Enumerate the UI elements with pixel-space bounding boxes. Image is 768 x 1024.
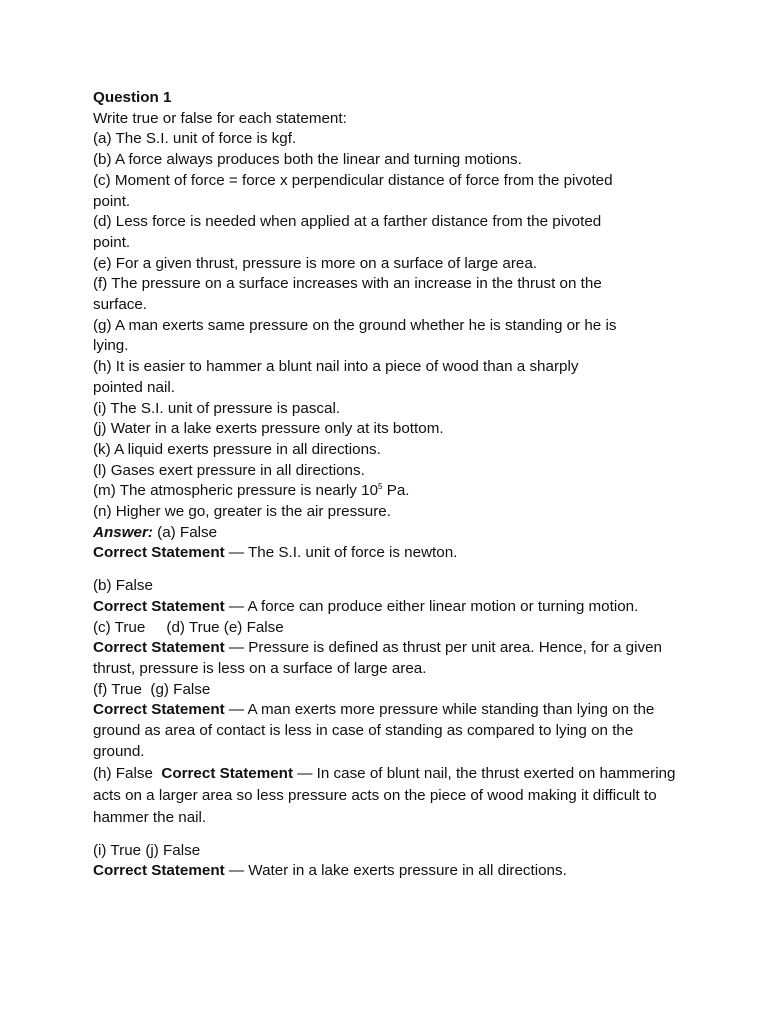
correct-statement-label: Correct Statement: [93, 639, 225, 657]
statement-j: (j) Water in a lake exerts pressure only at its bottom.: [93, 420, 444, 438]
statement-n: (n) Higher we go, greater is the air pressure.: [93, 503, 391, 521]
answer-cde-result: (c) True (d) True (e) False: [93, 618, 284, 636]
answer-a-result: (a) False: [152, 523, 218, 541]
question-heading: Question 1: [93, 89, 172, 106]
answer-h-result: (h) False: [93, 764, 162, 782]
answer-h: [93, 763, 683, 829]
correct-statement-j-text: — Water in a lake exerts pressure in all directions.: [224, 862, 567, 880]
correct-statement-label: Correct Statement: [93, 544, 225, 562]
statement-h-line2: pointed nail.: [93, 378, 175, 396]
statement-a: (a) The S.I. unit of force is kgf.: [93, 130, 297, 148]
statement-m: [93, 481, 683, 502]
document-page: [93, 88, 683, 882]
correct-statement-j: [93, 861, 683, 882]
correct-statement-a-text: — The S.I. unit of force is newton.: [224, 544, 458, 562]
statement-l: (l) Gases exert pressure in all directions.: [93, 461, 365, 479]
statement-g-line1: (g) A man exerts same pressure on the ground whether he is standing or he is: [93, 316, 617, 334]
statement-m-unit: Pa.: [382, 482, 410, 500]
correct-statement-label: Correct Statement: [93, 597, 225, 615]
answer-fg-result: (f) True (g) False: [93, 680, 211, 698]
statement-m-exponent: 5: [378, 482, 383, 492]
statement-f-line2: surface.: [93, 296, 148, 314]
statement-c-line2: point.: [93, 192, 131, 210]
correct-statement-b-text: — A force can produce either linear motion or turning motion.: [224, 597, 639, 615]
statement-b: (b) A force always produces both the linear and turning motions.: [93, 151, 522, 169]
statement-g-line2: lying.: [93, 337, 129, 355]
correct-statement-label: Correct Statement: [93, 701, 225, 719]
statement-f-line1: (f) The pressure on a surface increases with an increase in the thrust on the: [93, 275, 602, 293]
correct-statement-a: [93, 543, 683, 564]
statement-k: (k) A liquid exerts pressure in all directions.: [93, 440, 381, 458]
answer-ij-result: (i) True (j) False: [93, 841, 201, 859]
statement-m-text: (m) The atmospheric pressure is nearly 10: [93, 482, 379, 500]
answer-b-result: (b) False: [93, 577, 153, 595]
correct-statement-e-text: — Pressure is defined as thrust per unit area. Hence, for a given thrust, pressure is less on a surface of large area.: [93, 639, 662, 677]
correct-statement-b: [93, 597, 683, 618]
question-instruction: Write true or false for each statement:: [93, 109, 347, 127]
statement-d-line2: point.: [93, 233, 131, 251]
statement-e: (e) For a given thrust, pressure is more on a surface of large area.: [93, 254, 538, 272]
statement-h-line1: (h) It is easier to hammer a blunt nail into a piece of wood than a sharply: [93, 358, 579, 376]
statement-d-line1: (d) Less force is needed when applied at a farther distance from the pivoted: [93, 213, 602, 231]
correct-statement-h-text: — In case of blunt nail, the thrust exerted on hammering acts on a larger area so less pressure acts on the piece of wood making it difficult to hammer the nail.: [93, 764, 676, 826]
correct-statement-g: [93, 700, 683, 762]
answer-label: Answer:: [93, 523, 153, 541]
answer-a: [93, 523, 683, 544]
statement-i: (i) The S.I. unit of pressure is pascal.: [93, 399, 341, 417]
correct-statement-label: Correct Statement: [93, 862, 225, 880]
correct-statement-e: [93, 638, 683, 679]
statement-c-line1: (c) Moment of force = force x perpendicular distance of force from the pivoted: [93, 171, 613, 189]
correct-statement-g-text: — A man exerts more pressure while standing than lying on the ground as area of contact is less in case of standing as compared to lying on the ground.: [93, 701, 655, 760]
correct-statement-label: Correct Statement: [161, 764, 294, 782]
